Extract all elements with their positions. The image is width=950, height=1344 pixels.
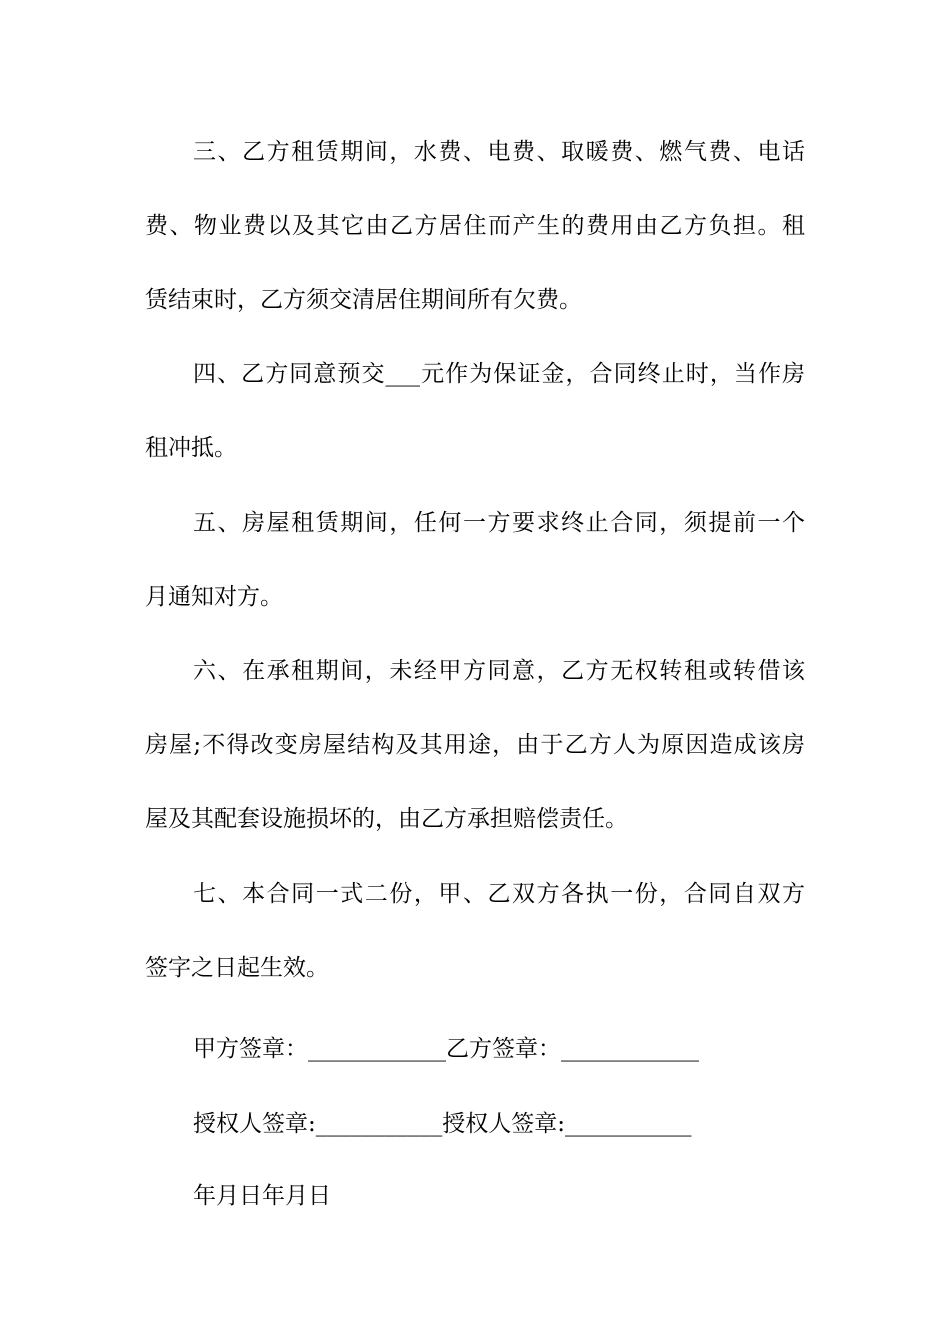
- clause-6-line-2: 房屋;不得改变房屋结构及其用途，由于乙方人为原因造成该房: [145, 732, 805, 758]
- clause-3-line-3: 赁结束时，乙方须交清居住期间所有欠费。: [145, 287, 582, 313]
- clause-5-line-1: 五、房屋租赁期间，任何一方要求终止合同，须提前一个: [193, 510, 805, 536]
- clause-3-line-1: 三、乙方租赁期间，水费、电费、取暖费、燃气费、电话: [193, 139, 805, 165]
- clause-4-line-1: 四、乙方同意预交___元作为保证金，合同终止时，当作房: [193, 361, 805, 387]
- clause-6-line-3: 屋及其配套设施损坏的，由乙方承担赔偿责任。: [145, 806, 628, 832]
- clause-3-line-2: 费、物业费以及其它由乙方居住而产生的费用由乙方负担。租: [145, 213, 805, 239]
- clause-5-line-2: 月通知对方。: [145, 584, 283, 610]
- authorized-signature-line: 授权人签章:___________授权人签章:___________: [193, 1111, 692, 1137]
- clause-6-line-1: 六、在承租期间，未经甲方同意，乙方无权转租或转借该: [193, 658, 805, 684]
- clause-7-line-2: 签字之日起生效。: [145, 955, 329, 981]
- party-signature-line: 甲方签章：____________乙方签章：____________: [193, 1036, 699, 1062]
- clause-4-line-2: 租冲抵。: [145, 435, 237, 461]
- date-line: 年月日年月日: [193, 1183, 331, 1209]
- clause-7-line-1: 七、本合同一式二份，甲、乙双方各执一份，合同自双方: [193, 881, 805, 907]
